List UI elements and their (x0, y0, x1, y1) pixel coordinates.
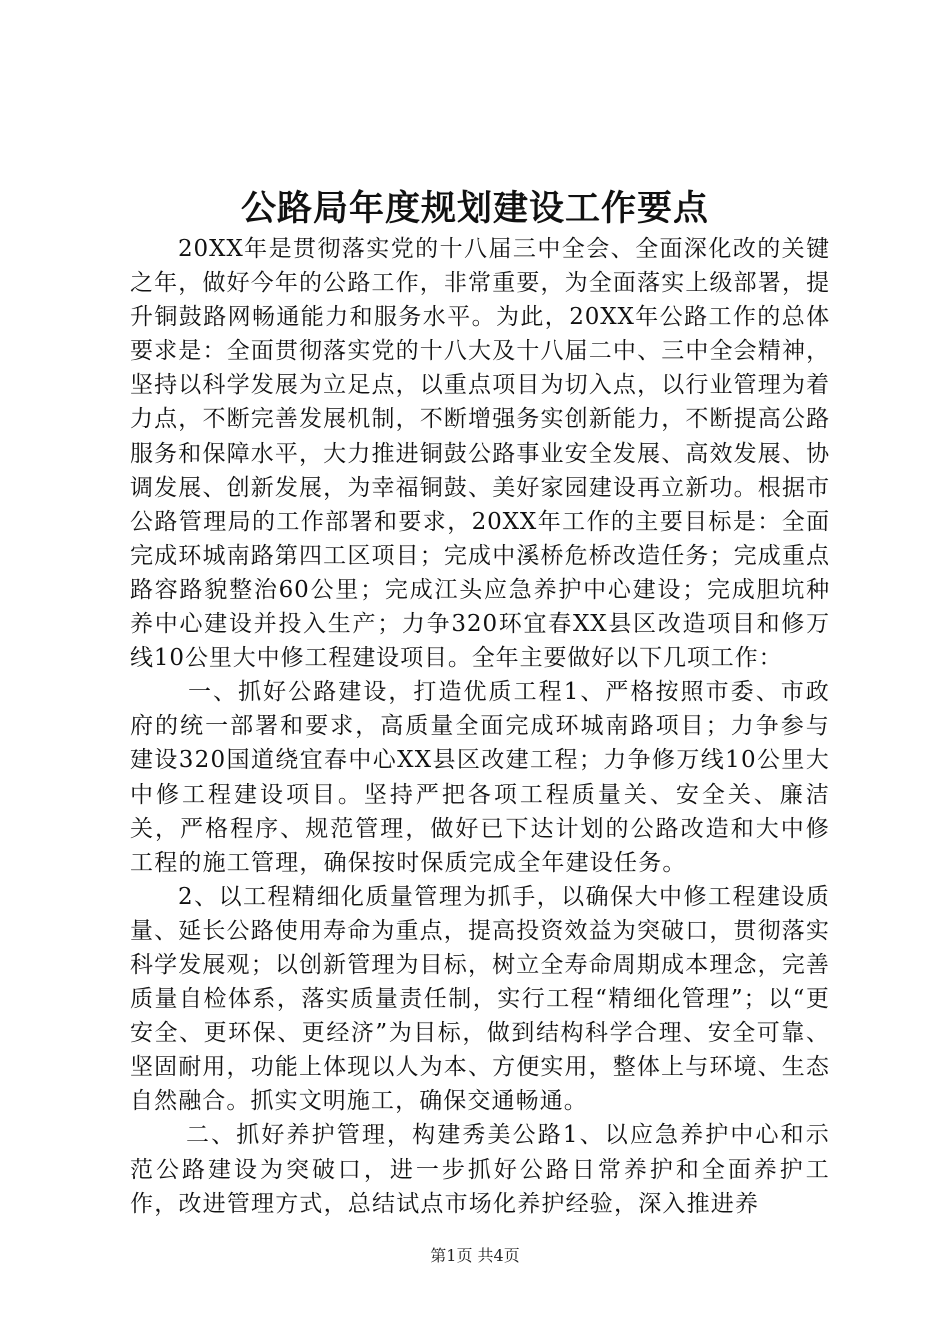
paragraph-section-1-item-2: 2、以工程精细化质量管理为抓手，以确保大中修工程建设质量、延长公路使用寿命为重点，提高投资效益为突破口，贯彻落实科学发展观；以创新管理为目标，树立全寿命周期成本理念，完善质量自检体系，落实质量责任制，实行工程“精细化管理”；以“更安全、更环保、更经济”为目标，做到结构科学合理、安全可靠、坚固耐用，功能上体现以人为本、方便实用，整体上与环境、生态自然融合。抓实文明施工，确保交通畅通。 (130, 883, 830, 1115)
paragraph-section-2: 二、抓好养护管理，构建秀美公路1、以应急养护中心和示范公路建设为突破口，进一步抓好公路日常养护和全面养护工作，改进管理方式，总结试点市场化养护经验，深入推进养 (130, 1122, 830, 1217)
document-body (130, 232, 830, 1221)
document-title: 公路局年度规划建设工作要点 (240, 188, 709, 229)
paragraph-intro: 20XX年是贯彻落实党的十八届三中全会、全面深化改的关键之年，做好今年的公路工作，非常重要，为全面落实上级部署，提升铜鼓路网畅通能力和服务水平。为此，20XX年公路工作的总体要求是：全面贯彻落实党的十八大及十八届二中、三中全会精神，坚持以科学发展为立足点，以重点项目为切入点，以行业管理为着力点，不断完善发展机制，不断增强务实创新能力，不断提高公路服务和保障水平，大力推进铜鼓公路事业安全发展、高效发展、协调发展、创新发展，为幸福铜鼓、美好家园建设再立新功。根据市公路管理局的工作部署和要求，20XX年工作的主要目标是：全面完成环城南路第四工区项目；完成中溪桥危桥改造任务；完成重点路容路貌整治60公里；完成江头应急养护中心建设；完成胆坑种养中心建设并投入生产；力争320环宜春XX县区改造项目和修万线10公里大中修工程建设项目。全年主要做好以下几项工作： (130, 236, 830, 672)
paragraph-section-1: 一、抓好公路建设，打造优质工程1、严格按照市委、市政府的统一部署和要求，高质量全面完成环城南路项目；力争参与建设320国道绕宜春中心XX县区改建工程；力争修万线10公里大中修工程建设项目。坚持严把各项工程质量关、安全关、廉洁关，严格程序、规范管理，做好已下达计划的公路改造和大中修工程的施工管理，确保按时保质完成全年建设任务。 (130, 679, 830, 876)
page-number-footer: 第1页 共4页 (430, 1246, 520, 1265)
